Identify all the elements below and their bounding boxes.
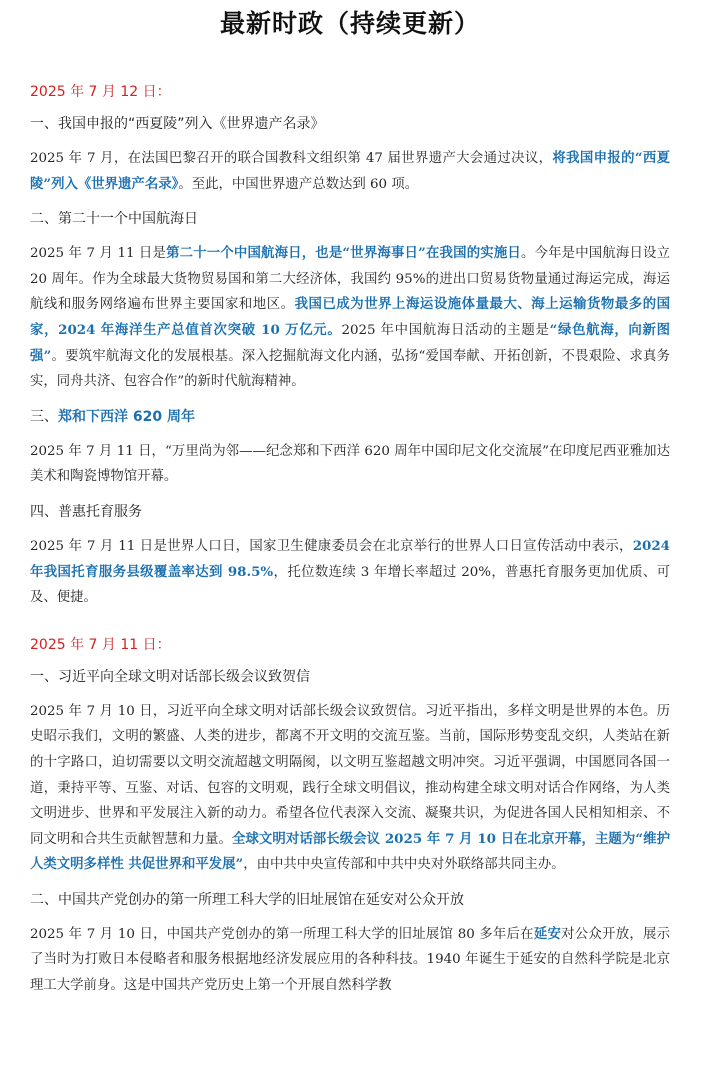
section-date: 2025 年 7 月 11 日： (30, 636, 171, 653)
text-segment: ，由中共中央宣传部和中共中央对外联络部共同主办。 (243, 857, 565, 873)
highlight-segment: 延安 (533, 925, 562, 942)
article-heading: 二、第二十一个中国航海日 (30, 211, 198, 228)
article-heading: 一、习近平向全球文明对话部长级会议致贺信 (30, 668, 310, 685)
text-segment: 2025 年 7 月 11 日，“万里尚为邻——纪念郑和下西洋 620 周年中国印尼文化交流展”在印度尼西亚雅加达美术和陶瓷博物馆开幕。 (30, 443, 670, 485)
highlight-segment: 将我国申报的“西夏陵”列入《世界遗产名录》 (30, 150, 671, 192)
text-segment: 。要筑牢航海文化的发展根基。深入挖掘航海文化内涵，弘扬“爱国奉献、开拓创新，不畏艰险、求真务实，同舟共济、包容合作”的新时代航海精神。 (30, 348, 670, 390)
article-paragraph (30, 699, 670, 878)
highlight-segment: 2024 年我国托育服务县级覆盖率达到 98.5% (30, 537, 670, 580)
heading-highlight: 郑和下西洋 620 周年 (58, 408, 195, 425)
article-heading: 二、中国共产党创办的第一所理工科大学的旧址展馆在延安对公众开放 (30, 891, 464, 908)
article-paragraph (30, 146, 670, 197)
article-paragraph (30, 922, 670, 999)
article-heading: 四、普惠托育服务 (30, 503, 142, 520)
highlight-segment: 全球文明对话部长级会议 2025 年 7 月 10 日在北京开幕，主题为“维护人类文明多样性 共促世界和平发展” (30, 830, 670, 873)
highlight-segment: 我国已成为世界上海运设施体量最大、海上运输货物最多的国家，2024 年海洋生产总值首次突破 10 万亿元。 (30, 296, 671, 338)
article-heading: 一、我国申报的“西夏陵”列入《世界遗产名录》 (30, 116, 325, 132)
text-segment: 2025 年 7 月，在法国巴黎召开的联合国教科文组织第 47 届世界遗产大会通过决议， (30, 151, 553, 166)
article-heading (30, 407, 670, 427)
article-paragraph (30, 439, 670, 490)
text-segment: ，托位数连续 3 年增长率超过 20%，普惠托育服务更加优质、可及、便捷。 (30, 564, 670, 606)
article-paragraph (30, 534, 670, 611)
text-segment: 。至此，中国世界遗产总数达到 60 项。 (178, 176, 419, 192)
text-segment: 2025 年 7 月 10 日，习近平向全球文明对话部长级会议致贺信。习近平指出，多样文明是世界的本色。历史昭示我们，文明的繁盛、人类的进步，都离不开文明的交流互鉴。当前，国际形势变乱交织，人类站在新的十字路口，迫切需要以文明交流超越文明隔阂，以文明互鉴超越文明冲突。习近平强调，中国愿同各国一道，秉持平等、互鉴、对话、包容的文明观，践行全球文明倡议，推动构建全球文明对话合作网络，为人类文明进步、世界和平发展注入新的动力。希望各位代表深入交流、凝聚共识，为促进各国人民相知相亲、不同文明和合共生贡献智慧和力量。 (30, 703, 670, 847)
text-segment: 2025 年中国航海日活动的主题是 (341, 322, 550, 338)
text-segment: 2025 年 7 月 10 日，中国共产党创办的第一所理工科大学的旧址展馆 80 多年后在 (30, 926, 534, 942)
text-segment: 2025 年 7 月 11 日是世界人口日，国家卫生健康委员会在北京举行的世界人口日宣传活动中表示， (30, 538, 633, 554)
page-title: 最新时政（持续更新） (219, 9, 480, 38)
highlight-segment: “绿色航海，向新图强” (30, 321, 670, 364)
text-segment: 。今年是中国航海日设立 20 周年。作为全球最大货物贸易国和第二大经济体，我国约 95%的进出口贸易货物量通过海运完成，海运航线和服务网络遍布世界主要国家和地区。 (30, 246, 671, 313)
highlight-segment: 第二十一个中国航海日，也是“世界海事日”在我国的实施日 (166, 245, 521, 262)
document-page (30, 0, 670, 999)
text-segment: 对公众开放，展示了当时为打败日本侵略者和服务根据地经济发展应用的各种科技。1940 年诞生于延安的自然科学院是北京理工大学前身。这是中国共产党历史上第一个开展自然科学教 (30, 926, 671, 994)
article-paragraph (30, 241, 670, 395)
heading-prefix: 三、 (30, 408, 58, 425)
section-date: 2025 年 7 月 12 日： (30, 84, 171, 100)
text-segment: 2025 年 7 月 11 日是 (30, 246, 167, 262)
